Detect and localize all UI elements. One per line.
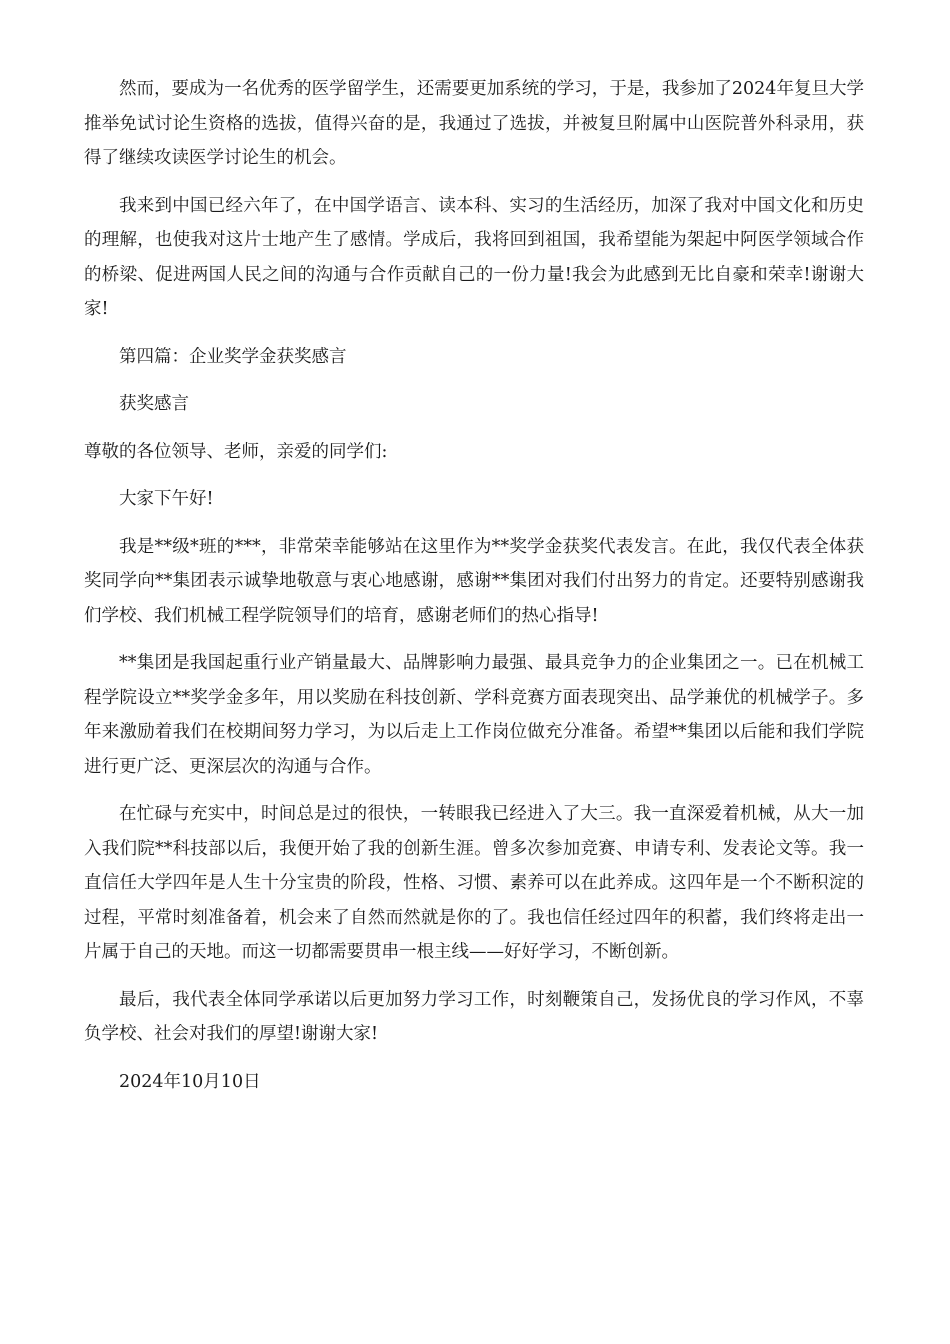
document-date: 2024年10月10日: [119, 1071, 261, 1092]
paragraph-closing: 最后，我代表全体同学承诺以后更加努力学习工作，时刻鞭策自己，发扬优良的学习作风，不辜负学校、社会对我们的厚望!谢谢大家!: [84, 989, 864, 1044]
paragraph-selection: 然而，要成为一名优秀的医学留学生，还需要更加系统的学习，于是，我参加了2024年复旦大学推举免试讨论生资格的选拔，值得兴奋的是，我通过了选拔，并被复旦附属中山医院普外科录用，获得了继续攻读医学讨论生的机会。: [84, 79, 864, 168]
paragraph-experience: 在忙碌与充实中，时间总是过的很快，一转眼我已经进入了大三。我一直深爱着机械，从大一加入我们院**科技部以后，我便开始了我的创新生涯。曾多次参加竞赛、申请专利、发表论文等。我一直信任大学四年是人生十分宝贵的阶段，性格、习惯、素养可以在此养成。这四年是一个不断积淀的过程，平常时刻准备着，机会来了自然而然就是你的了。我也信任经过四年的积蓄，我们终将走出一片属于自己的天地。而这一切都需要贯串一根主线——好好学习，不断创新。: [84, 804, 864, 962]
greeting: 大家下午好!: [119, 489, 214, 509]
salutation: 尊敬的各位领导、老师，亲爱的同学们:: [84, 441, 388, 462]
section-heading: 第四篇：企业奖学金获奖感言: [119, 346, 347, 367]
document-page: [84, 72, 864, 1112]
speech-title: 获奖感言: [119, 394, 189, 414]
paragraph-gratitude: 我来到中国已经六年了，在中国学语言、读本科、实习的生活经历，加深了我对中国文化和历史的理解，也使我对这片士地产生了感情。学成后，我将回到祖国，我希望能为架起中阿医学领域合作的桥梁、促进两国人民之间的沟通与合作贡献自己的一份力量!我会为此感到无比自豪和荣幸!谢谢大家!: [84, 195, 864, 319]
paragraph-introduction: 我是**级*班的***，非常荣幸能够站在这里作为**奖学金获奖代表发言。在此，我仅代表全体获奖同学向**集团表示诚挚地敬意与衷心地感谢，感谢**集团对我们付出努力的肯定。还要特别感谢我们学校、我们机械工程学院领导们的培育，感谢老师们的热心指导!: [84, 536, 864, 626]
paragraph-company: **集团是我国起重行业产销量最大、品牌影响力最强、最具竞争力的企业集团之一。已在机械工程学院设立**奖学金多年，用以奖励在科技创新、学科竞赛方面表现突出、品学兼优的机械学子。多年来激励着我们在校期间努力学习，为以后走上工作岗位做充分准备。希望**集团以后能和我们学院进行更广泛、更深层次的沟通与合作。: [84, 653, 864, 777]
